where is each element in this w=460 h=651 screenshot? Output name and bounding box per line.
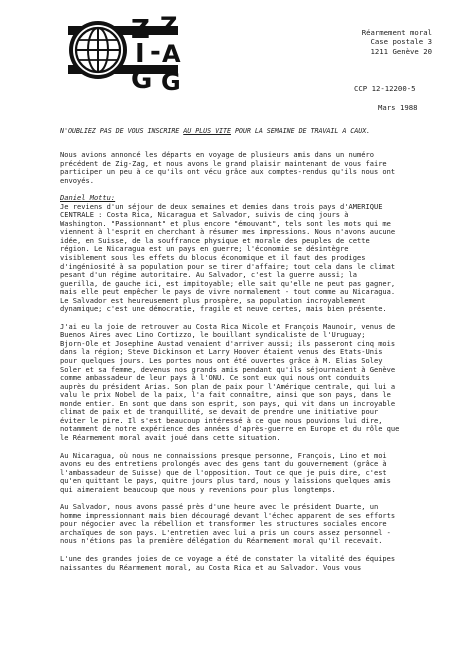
text-line: avons eu des entretiens prolongés avec des gens tant du gouvernement (grâce à [60,459,387,469]
teams-paragraph [60,555,440,572]
text-line: pesant d'un régime autoritaire. Au Salvador, c'est la guerre aussi; la [60,270,357,280]
costa-rica-paragraph [60,323,440,443]
text-line: Soler et sa femme, devenus nos grands amis pendant qu'ils séjournaient à Genève [60,364,396,374]
text-line: J'ai eu la joie de retrouver au Costa Rica Nicole et François Maunoir, venus de [60,321,396,331]
registration-notice [60,127,370,135]
letter-body [60,151,440,581]
logo-letter-g2: G [161,68,181,92]
logo-letter-a: A [162,40,181,68]
logo-letter-z2: Z [160,12,178,40]
zig-zag-logo [58,8,186,92]
address-block [358,28,432,56]
text-line: visiblement sous les effets du blocus économique et il faut des prodiges [60,253,366,263]
text-line: nous n'étions pas la première délégation du Réarmement moral qu'il recevait. [60,536,383,546]
text-line: pour négocier avec la rébellion et transformer les structures sociales encore [60,519,387,529]
text-line: L'une des grandes joies de ce voyage a été de constater la vitalité des équipes [60,553,396,563]
notice-text-before: N'OUBLIEZ PAS DE VOUS INSCRIRE [60,127,184,135]
logo-letter-g1: G [131,65,153,92]
nicaragua-paragraph [60,452,440,495]
text-line: idée, en Suisse, de la souffrance physique et morale des peuples de cette [60,235,370,245]
text-line: le Réarmement moral avait joué dans cette situation. [60,432,281,442]
text-line: précédent de Zig-Zag, et nous avons le grand plaisir maintenant de vous faire [60,158,387,168]
text-line: Au Salvador, nous avons passé près d'une heure avec le président Duarte, un [60,502,379,512]
logo-letter-i: I [135,39,145,69]
text-line: Buenos Aires avec Lino Cortizzo, le bouillant syndicaliste de l'Uruguay; [60,330,366,340]
text-line: Au Nicaragua, où nous ne connaissions presque personne, François, Lino et moi [60,450,387,460]
text-line: archaïques de son pays. L'entretien avec lui a pris un cours assez personnel - [60,527,391,537]
author-heading: Daniel Mottu: [60,193,116,203]
notice-emphasis: AU PLUS VITE [183,127,231,135]
text-line: d'ingéniosité à sa population pour se tirer d'affaire; tout cela dans le climat [60,261,396,271]
text-line: dans la région; Steve Dickinson et Larry Hoover étaient venus des Etats-Unis [60,347,383,357]
text-line: Je reviens d'un séjour de deux semaines et demies dans trois pays d'AMERIQUE [60,201,383,211]
text-line: l'ambassadeur de Suisse) que de l'opposition. Tout ce que je puis dire, c'est [60,467,387,477]
text-line: homme impressionnant mais bien découragé devant l'échec apparent de ses efforts [60,510,396,520]
zig-zag-logo-graphic [58,8,186,92]
logo-letter-z1: Z [131,15,150,45]
report-section [60,194,440,314]
text-line: pour quelques jours. Les portes nous ont été ouvertes grâce à M. Elias Soley [60,356,383,366]
text-line: auprès du président Arias. Son plan de paix pour l'Amérique centrale, qui lui a [60,381,396,391]
address-line: Case postale 3 [370,37,432,47]
text-line: Nous avions annoncé les départs en voyage de plusieurs amis dans un numéro [60,150,374,159]
postal-account-number: CCP 12-12200-5 [354,84,416,93]
text-line: qui aimeraient beaucoup que nous y revenions pour plus longtemps. [60,484,336,494]
text-line: dynamique; c'est une démocratie, fragile et neuve certes, mais bien présente. [60,304,387,314]
text-line: naissantes du Réarmement moral, au Costa Rica et au Salvador. Vous vous [60,562,362,572]
text-line: mais elle peut empêcher le pays de vivre normalement - tout comme au Nicaragua. [60,287,396,297]
text-line: CENTRALE : Costa Rica, Nicaragua et Salvador, suivis de cinq jours à [60,210,349,220]
logo-hyphen: - [150,37,161,67]
text-line: valu le prix Nobel de la paix, l'a fait connaître, ainsi que son pays, dans le [60,390,391,400]
text-line: notamment de notre expérience des années d'après-guerre en Europe et du rôle que [60,424,400,434]
notice-text-after: POUR LA SEMAINE DE TRAVAIL A CAUX. [230,127,371,135]
text-line: Le Salvador est heureusement plus prospère, sa population incroyablement [60,295,366,305]
intro-paragraph [60,151,440,185]
address-line: Réarmement moral [361,28,432,37]
text-line: viennent à l'esprit en cherchant à résumer mes impressions. Nous n'avons aucune [60,227,396,237]
text-line: climat de paix et de tranquillité, se devait de prendre une initiative pour [60,407,379,417]
text-line: comme ambassadeur de leur pays à l'ONU. Ce sont eux qui nous ont conduits [60,373,370,383]
text-line: éviter le pire. Il s'est beaucoup intéressé à ce que nous pouvions lui dire, [60,415,383,425]
text-line: qu'en quittant le pays, quitre jours plus tard, nous y laissions quelques amis [60,476,391,486]
letter-date: Mars 1988 [378,103,418,112]
text-line: guerilla, de gauche ici, est impitoyable; elle sait qu'elle ne peut pas gagner, [60,278,396,288]
text-line: Washington. "Passionnant" et plus encore "émouvant", tels sont les mots qui me [60,218,391,228]
text-line: participer un peu à ce qu'ils ont vécu grâce aux comptes-rendus qu'ils nous ont [60,167,396,177]
text-line: région. Le Nicaragua est un pays en guerre; l'économie se désintègre [60,244,349,254]
globe-icon [69,21,127,79]
address-line: 1211 Genève 20 [370,46,432,56]
text-line: envoyés. [60,175,94,185]
text-line: Bjorn-Ole et Josephine Austad venaient d'arriver aussi; ils passeront cinq mois [60,338,396,348]
salvador-paragraph [60,503,440,546]
text-line: monde entier. En sont que dans son esprit, son pays, qui vit dans un incroyable [60,398,396,408]
